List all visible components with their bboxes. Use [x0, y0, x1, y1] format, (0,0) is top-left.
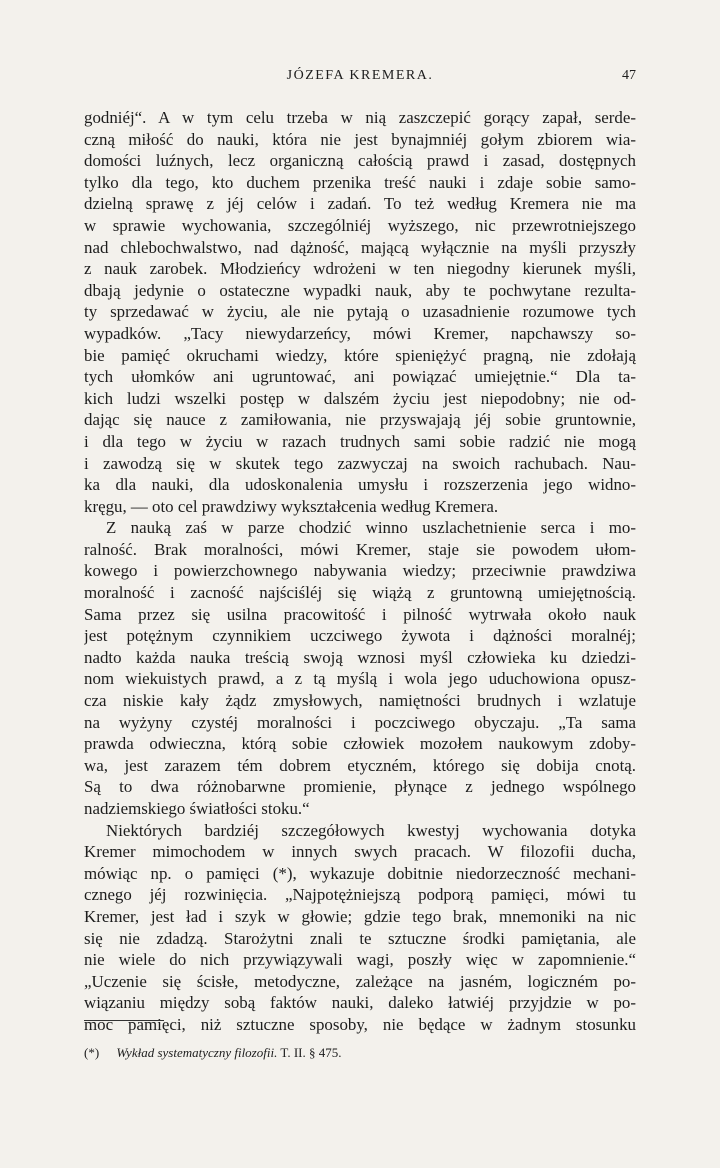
text-line: kich ludzi wszelki postęp w dalszém życiu jest niepodobny; nie od-	[84, 388, 636, 408]
text-line: ralność. Brak moralności, mówi Kremer, staje sie powodem ułom-	[84, 539, 636, 559]
text-line: ty sprzedawać w życiu, ale nie pytają o uzasadnienie rozumowe tych	[84, 302, 636, 322]
footnote-source: Wykład systematyczny filozofii.	[116, 1045, 278, 1060]
text-line: nadziemskiego światłości stoku.“	[84, 799, 310, 818]
text-line: ka dla nauki, dla udoskonalenia umysłu i rozszerzenia jego widno-	[84, 475, 636, 495]
text-line: się nie zdadzą. Starożytni znali te sztuczne środki pamiętania, ale	[84, 928, 636, 948]
text-line: moc pamięci, niż sztuczne sposoby, nie będące w żadnym stosunku	[84, 1014, 636, 1034]
text-line: i zawodzą się w skutek tego zazwyczaj na swoich rachubach. Nau-	[84, 453, 636, 473]
footnote-marker: (*)	[84, 1045, 100, 1060]
text-line: nadto każda nauka treścią swoją wznosi myśl człowieka ku dziedzi-	[84, 647, 636, 667]
text-line: nad chlebochwalstwo, nad dążność, mającą wyłącznie na myśli przyszły	[84, 237, 636, 257]
running-title: JÓZEFA KREMERA.	[286, 68, 434, 83]
footnote-rule	[84, 1020, 164, 1021]
text-line: prawda odwieczna, którą sobie człowiek mozołem naukowym zdoby-	[84, 734, 636, 754]
page-number: 47	[622, 68, 636, 83]
text-line: Z nauką zaś w parze chodzić winno uszlachetnienie serca i mo-	[106, 518, 636, 538]
text-line: godniéj“. A w tym celu trzeba w nią zaszczepić gorący zapał, serde-	[84, 108, 636, 127]
text-line: Sama przez się usilna pracowitość i pilność wytrwała około nauk	[84, 604, 636, 624]
text-line: cznego jéj rozwinięcia. „Najpotężniejszą podporą pamięci, mówi tu	[84, 885, 636, 905]
text-line: mówiąc np. o pamięci (*), wykazuje dobitnie niedorzeczność mechani-	[84, 863, 636, 883]
text-line: z nauk zarobek. Młodzieńcy wdrożeni w ten niegodny kierunek myśli,	[84, 259, 636, 279]
text-line: i dla tego w życiu w razach trudnych sami sobie radzić nie mogą	[84, 431, 636, 451]
text-line: kręgu, — oto cel prawdziwy wykształcenia według Kremera.	[84, 496, 499, 516]
text-line: dbają jedynie o ostateczne wypadki nauk, aby te pochwytane rezulta-	[84, 280, 636, 300]
footnote-reference: T. II. § 475.	[280, 1045, 342, 1060]
text-line: domości luźnych, lecz organiczną całością prawd i zasad, dostępnych	[84, 151, 636, 171]
text-line: nie wiele do nich przywiązywali wagi, poszły więc w zapomnienie.“	[84, 950, 636, 970]
text-line: Niektórych bardziéj szczegółowych kwestyj wychowania dotyka	[106, 820, 636, 840]
text-line: Kremer mimochodem w innych swych pracach. W filozofii ducha,	[84, 842, 636, 862]
text-line: bie pamięć okruchami wiedzy, które spieniężyć pragną, nie zdołają	[84, 345, 636, 365]
text-line: cza niskie kały żądz zmysłowych, namiętności brudnych i wzlatuje	[84, 691, 636, 711]
text-line: Są to dwa różnobarwne promienie, płynące z jednego wspólnego	[84, 777, 636, 797]
footnote	[84, 1045, 636, 1061]
text-line: wa, jest zarazem tém dobrem etyczném, którego się dobija cnotą.	[84, 755, 636, 775]
text-line: „Uczenie się ścisłe, metodyczne, zależące na jasném, logiczném po-	[84, 971, 636, 991]
text-line: tylko dla tego, kto duchem przenika treść nauki i zdaje sobie samo-	[84, 172, 636, 192]
text-line: czną miłość do nauki, która nie jest bynajmniéj gołym zbiorem wia-	[84, 129, 636, 149]
text-line: wypadków. „Tacy niewydarzeńcy, mówi Kremer, napchawszy so-	[84, 323, 636, 343]
text-line: w sprawie wychowania, szczególniéj wyższego, nic przewrotniejszego	[84, 215, 636, 235]
text-line: tych ułomków ani ugruntować, ani powiązać umiejętnie.“ Dla ta-	[84, 367, 636, 387]
text-line: dając się nauce z zamiłowania, nie przyswajają jéj sobie gruntownie,	[84, 410, 636, 430]
page-header	[0, 64, 720, 88]
text-line: moralność i zacność najściśléj się wiążą z gruntowną umiejętnością.	[84, 583, 636, 603]
text-line: na wyżyny czystéj moralności i poczciwego obyczaju. „Ta sama	[84, 712, 636, 732]
text-line: dzielną sprawę z jéj celów i zadań. To też według Kremera nie ma	[84, 194, 636, 214]
text-line: Kremer, jest ład i szyk w głowie; gdzie tego brak, mnemoniki na nic	[84, 906, 636, 926]
text-line: nom wiekuistych prawd, a z tą myślą i wola jego uduchowiona opusz-	[84, 669, 636, 689]
text-line: kowego i powierzchownego nabywania wiedzy; przeciwnie prawdziwa	[84, 561, 636, 581]
text-line: wiązaniu między sobą faktów nauki, daleko łatwiéj przyjdzie w po-	[84, 993, 636, 1013]
body-text	[84, 107, 636, 1036]
text-line: jest potężnym czynnikiem uczciwego żywota i dążności moralnéj;	[84, 626, 636, 646]
